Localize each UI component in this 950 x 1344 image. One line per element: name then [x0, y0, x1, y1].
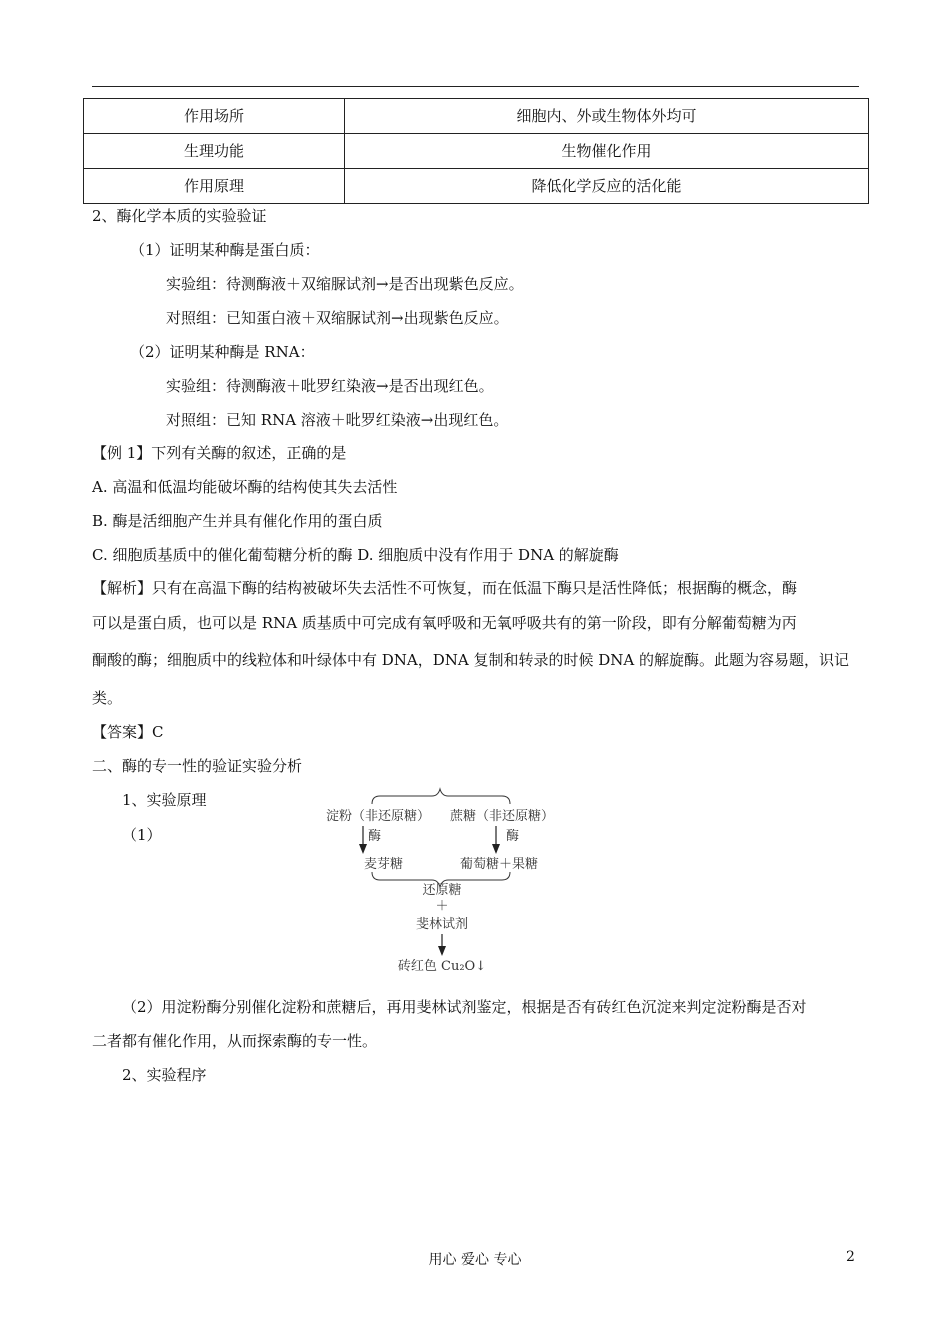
top-brace [372, 789, 510, 804]
right-arrow-head [492, 844, 500, 854]
enzyme-left-label: 酶 [368, 829, 382, 844]
option-a: A. 高温和低温均能破坏酶的结构使其失去活性 [92, 478, 398, 496]
enzyme-right-label: 酶 [506, 829, 520, 844]
example-title: 【例 1】下列有关酶的叙述，正确的是 [92, 444, 347, 462]
starch-label: 淀粉（非还原糖） [326, 809, 431, 824]
enzyme-specificity-diagram [320, 786, 560, 986]
table-cell-label: 作用场所 [84, 99, 345, 134]
option-b: B. 酶是活细胞产生并具有催化作用的蛋白质 [92, 512, 383, 530]
subsection-protein: （1）证明某种酶是蛋白质： [130, 241, 320, 259]
analysis-line: 酮酸的酶；细胞质中的线粒体和叶绿体中有 DNA，DNA 复制和转录的时候 DNA 的解旋酶。此题为容易题，识记 [92, 651, 850, 669]
analysis-line: 可以是蛋白质，也可以是 RNA 质基质中可完成有氧呼吸和无氧呼吸共有的第一阶段，即有分解葡萄糖为丙 [92, 614, 797, 632]
left-arrow-head [359, 844, 367, 854]
header-rule [92, 86, 859, 87]
table-row [84, 134, 869, 169]
control-group-protein: 对照组：已知蛋白液＋双缩脲试剂→出现紫色反应。 [166, 309, 509, 327]
section-heading: 2、酶化学本质的实验验证 [92, 207, 267, 225]
glucose-fructose-label: 葡萄糖＋果糖 [460, 857, 539, 872]
sucrose-label: 蔗糖（非还原糖） [450, 809, 555, 824]
table-cell-value: 细胞内、外或生物体外均可 [345, 99, 869, 134]
item-2-line: （2）用淀粉酶分别催化淀粉和蔗糖后，再用斐林试剂鉴定，根据是否有砖红色沉淀来判定淀粉酶是否对 [122, 998, 807, 1016]
experiment-group-rna: 实验组：待测酶液＋吡罗红染液→是否出现红色。 [166, 377, 494, 395]
item-1-label: （1） [122, 826, 162, 844]
answer: 【答案】C [92, 723, 164, 741]
option-c-d: C. 细胞质基质中的催化葡萄糖分析的酶 D. 细胞质中没有作用于 DNA 的解旋酶 [92, 546, 619, 564]
analysis-line: 【解析】只有在高温下酶的结构被破坏失去活性不可恢复，而在低温下酶只是活性降低；根据酶的概念，酶 [92, 579, 798, 597]
maltose-label: 麦芽糖 [364, 857, 404, 872]
table-cell-label: 作用原理 [84, 169, 345, 204]
part-heading: 二、酶的专一性的验证实验分析 [92, 757, 303, 775]
principle-heading: 1、实验原理 [122, 791, 207, 809]
plus-label: ＋ [435, 899, 449, 914]
table-cell-value: 生物催化作用 [345, 134, 869, 169]
experiment-group-protein: 实验组：待测酶液＋双缩脲试剂→是否出现紫色反应。 [166, 275, 524, 293]
enzyme-properties-table [83, 98, 869, 204]
fehling-label: 斐林试剂 [415, 917, 469, 932]
table-row [84, 169, 869, 204]
procedure-heading: 2、实验程序 [122, 1066, 207, 1084]
analysis-line: 类。 [92, 689, 123, 707]
page-footer: 用心 爱心 专心 [428, 1252, 522, 1268]
center-arrow-head [438, 946, 446, 956]
table-cell-label: 生理功能 [84, 134, 345, 169]
item-2-line: 二者都有催化作用，从而探索酶的专一性。 [92, 1032, 378, 1050]
table-cell-value: 降低化学反应的活化能 [345, 169, 869, 204]
page-number: 2 [846, 1249, 855, 1265]
reducing-sugar-label: 还原糖 [422, 883, 462, 898]
precipitate-label: 砖红色 Cu₂O↓ [397, 959, 487, 974]
subsection-rna: （2）证明某种酶是 RNA： [130, 343, 315, 361]
control-group-rna: 对照组：已知 RNA 溶液＋吡罗红染液→出现红色。 [166, 411, 509, 429]
table-row [84, 99, 869, 134]
